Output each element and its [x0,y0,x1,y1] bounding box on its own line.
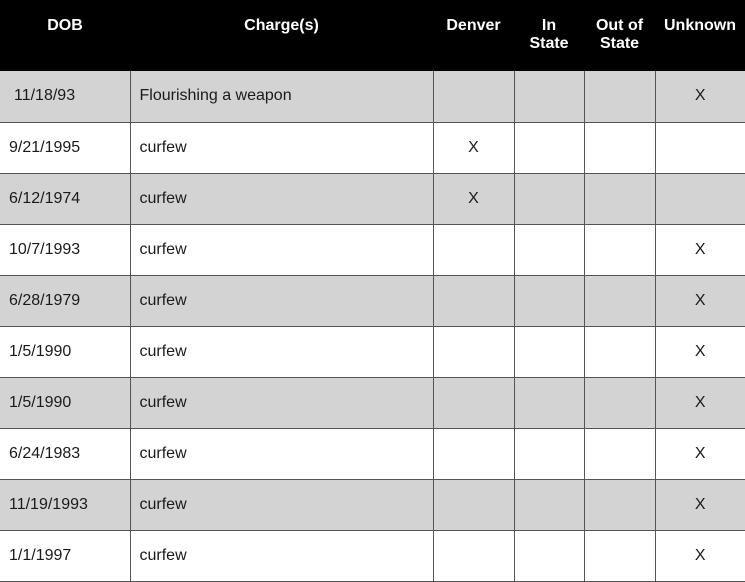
dob-cell: 1/5/1990 [0,326,130,377]
table-row [0,224,745,275]
dob-cell: 11/19/1993 [0,479,130,530]
table-row [0,377,745,428]
charge-cell: curfew [130,275,433,326]
table-row [0,275,745,326]
denver-cell [433,275,514,326]
denver-cell: X [433,122,514,173]
out-of-state-cell [584,71,655,122]
table-row [0,479,745,530]
out-of-state-cell [584,173,655,224]
dob-cell: 6/24/1983 [0,428,130,479]
dob-cell: 1/5/1990 [0,377,130,428]
header-charges: Charge(s) [130,0,433,71]
unknown-cell: X [655,428,745,479]
in-state-cell [514,377,584,428]
out-of-state-cell [584,275,655,326]
denver-cell: X [433,173,514,224]
denver-cell [433,530,514,581]
charge-cell: curfew [130,326,433,377]
unknown-cell: X [655,224,745,275]
out-of-state-cell [584,428,655,479]
unknown-cell: X [655,377,745,428]
in-state-cell [514,479,584,530]
header-in-state: In State [514,0,584,71]
dob-cell: 10/7/1993 [0,224,130,275]
unknown-cell: X [655,479,745,530]
denver-cell [433,71,514,122]
charge-cell: curfew [130,122,433,173]
dob-cell: 6/28/1979 [0,275,130,326]
charge-cell: curfew [130,173,433,224]
dob-cell: 11/18/93 [0,71,130,122]
table-row [0,122,745,173]
out-of-state-cell [584,224,655,275]
table-row [0,326,745,377]
out-of-state-cell [584,377,655,428]
unknown-cell [655,122,745,173]
charge-cell: Flourishing a weapon [130,71,433,122]
dob-cell: 9/21/1995 [0,122,130,173]
in-state-cell [514,122,584,173]
unknown-cell: X [655,326,745,377]
in-state-cell [514,224,584,275]
out-of-state-cell [584,479,655,530]
header-dob: DOB [0,0,130,71]
header-row [0,0,745,71]
dob-cell: 1/1/1997 [0,530,130,581]
unknown-cell: X [655,71,745,122]
in-state-cell [514,275,584,326]
denver-cell [433,326,514,377]
denver-cell [433,377,514,428]
in-state-cell [514,326,584,377]
out-of-state-cell [584,530,655,581]
unknown-cell: X [655,275,745,326]
table-row [0,71,745,122]
unknown-cell [655,173,745,224]
header-out-of-state: Out of State [584,0,655,71]
unknown-cell: X [655,530,745,581]
out-of-state-cell [584,122,655,173]
dob-cell: 6/12/1974 [0,173,130,224]
denver-cell [433,428,514,479]
denver-cell [433,479,514,530]
header-denver: Denver [433,0,514,71]
charge-cell: curfew [130,428,433,479]
table-row [0,428,745,479]
table-row [0,530,745,581]
charge-cell: curfew [130,224,433,275]
table-row [0,173,745,224]
in-state-cell [514,173,584,224]
in-state-cell [514,428,584,479]
charge-cell: curfew [130,479,433,530]
denver-cell [433,224,514,275]
charge-cell: curfew [130,530,433,581]
in-state-cell [514,530,584,581]
charge-cell: curfew [130,377,433,428]
header-unknown: Unknown [655,0,745,71]
out-of-state-cell [584,326,655,377]
in-state-cell [514,71,584,122]
